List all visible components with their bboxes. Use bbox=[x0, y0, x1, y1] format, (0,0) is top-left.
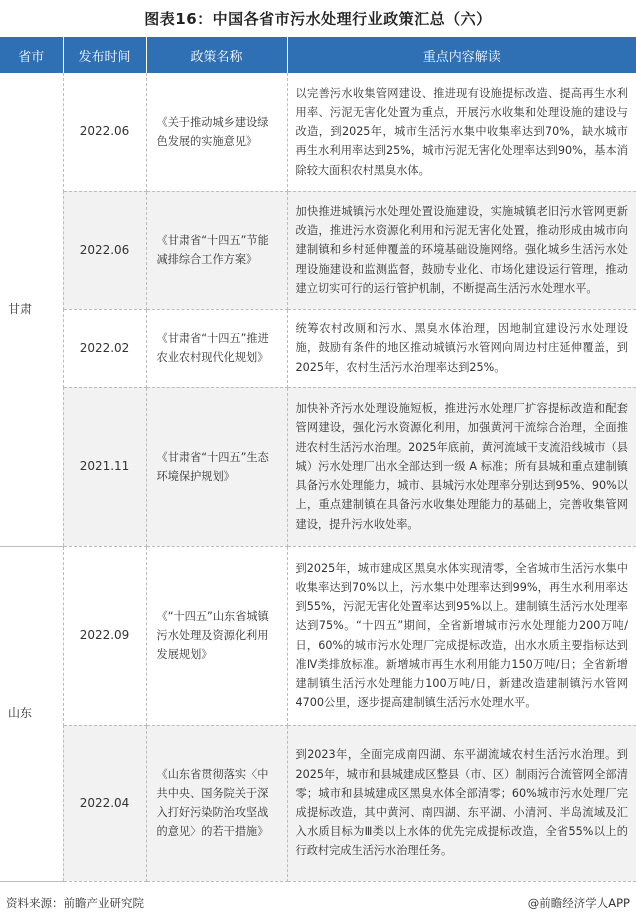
policy-name-cell: 《关于推动城乡建设绿色发展的实施意见》 bbox=[146, 73, 287, 191]
date-cell: 2022.02 bbox=[63, 309, 146, 387]
policy-name-cell: 《“十四五”山东省城镇污水处理及资源化利用发展规划》 bbox=[146, 546, 287, 725]
page-title: 图表16：中国各省市污水处理行业政策汇总（六） bbox=[144, 10, 492, 28]
policy-name-cell: 《山东省贯彻落实〈中共中央、国务院关于深入打好污染防治攻坚战的意见〉的若干措施》 bbox=[146, 725, 287, 881]
date-cell: 2022.09 bbox=[63, 546, 146, 725]
table-row bbox=[0, 191, 636, 309]
table-row bbox=[0, 73, 636, 191]
content-cell: 加快推进城镇污水处理处置设施建设，实施城镇老旧污水管网更新改造，推进污水资源化利用和污泥无害化处置，推动形成由城市向建制镇和乡村延伸覆盖的环境基础设施网络。强化城乡生活污水处理设施建设和监测监督，鼓励专业化、市场化建设运行管理，推动建立切实可行的运行管护机制，不断提高生活污水处理水平。 bbox=[287, 191, 636, 309]
content-cell: 到2023年，全面完成南四湖、东平湖流域农村生活污水治理。到2025年，城市和县城建成区整县（市、区）制雨污合流管网全部清零；城市和县城建成区黑臭水体全部清零；60%城市污水处理厂完成提标改造，其中黄河、南四湖、东平湖、小清河、半岛流域及汇入水质目标为Ⅲ类以上水体的优先完成提标改造，全省55%以上的行政村完成生活污水治理任务。 bbox=[287, 725, 636, 881]
header-province: 省市 bbox=[0, 37, 63, 73]
table-header-row bbox=[0, 37, 636, 73]
source-note: 资料来源：前瞻产业研究院 bbox=[6, 896, 144, 910]
policy-name-cell: 《甘肃省“十四五”生态环境保护规划》 bbox=[146, 387, 287, 546]
header-content: 重点内容解读 bbox=[287, 37, 636, 73]
table-row bbox=[0, 387, 636, 546]
date-cell: 2022.04 bbox=[63, 725, 146, 881]
content-cell: 加快补齐污水处理设施短板，推进污水处理厂扩容提标改造和配套管网建设，强化污水资源化利用，加强黄河干流综合治理，全面推进农村生活污水治理。2025年底前，黄河流域干支流沿线城市（县城）污水处理厂出水全部达到一级 A 标准；所有县城和重点建制镇具备污水处理能力，城市、县城污水处理率分别达到95%、90%以上，重点建制镇在具备污水收集处理能力的基础上，完善收集管网建设，提升污水收处率。 bbox=[287, 387, 636, 546]
header-policy-name: 政策名称 bbox=[146, 37, 287, 73]
footer bbox=[6, 893, 630, 913]
date-cell: 2021.11 bbox=[63, 387, 146, 546]
province-cell-shandong: 山东 bbox=[0, 546, 63, 881]
province-cell-gansu: 甘肃 bbox=[0, 73, 63, 546]
content-cell: 到2025年，城市建成区黑臭水体实现清零，全省城市生活污水集中收集率达到70%以上，污水集中处理率达到99%，再生水利用率达到55%，污泥无害化处置率达到95%以上。建制镇生活污水处理率达到75%。“十四五”期间，全省新增城市污水处理能力200万吨/日，60%的城市污水处理厂完成提标改造，出水水质主要指标达到准Ⅳ类排放标准。新增城市再生水利用能力150万吨/日；全省新增建制镇生活污水处理能力100万吨/日，新建改造建制镇污水管网4700公里，逐步提高建制镇生活污水处理水平。 bbox=[287, 546, 636, 725]
table-row bbox=[0, 725, 636, 881]
date-cell: 2022.06 bbox=[63, 191, 146, 309]
policy-name-cell: 《甘肃省“十四五”推进农业农村现代化规划》 bbox=[146, 309, 287, 387]
policy-name-cell: 《甘肃省“十四五”节能减排综合工作方案》 bbox=[146, 191, 287, 309]
date-cell: 2022.06 bbox=[63, 73, 146, 191]
table-row bbox=[0, 546, 636, 725]
policy-table bbox=[0, 37, 636, 882]
header-date: 发布时间 bbox=[63, 37, 146, 73]
brand-credit: @前瞻经济学人APP bbox=[527, 896, 630, 910]
table-row bbox=[0, 309, 636, 387]
content-cell: 统筹农村改厕和污水、黑臭水体治理，因地制宜建设污水处理设施，鼓励有条件的地区推动城镇污水管网向周边村庄延伸覆盖，到2025年，农村生活污水治理率达到25%。 bbox=[287, 309, 636, 387]
content-cell: 以完善污水收集管网建设、推进现有设施提标改造、提高再生水利用率、污泥无害化处置为重点，开展污水收集和处理设施的建设与改造，到2025年，城市生活污水集中收集率达到70%，缺水城市再生水利用率达到25%，城市污泥无害化处理率达到90%，基本消除较大面积农村黑臭水体。 bbox=[287, 73, 636, 191]
